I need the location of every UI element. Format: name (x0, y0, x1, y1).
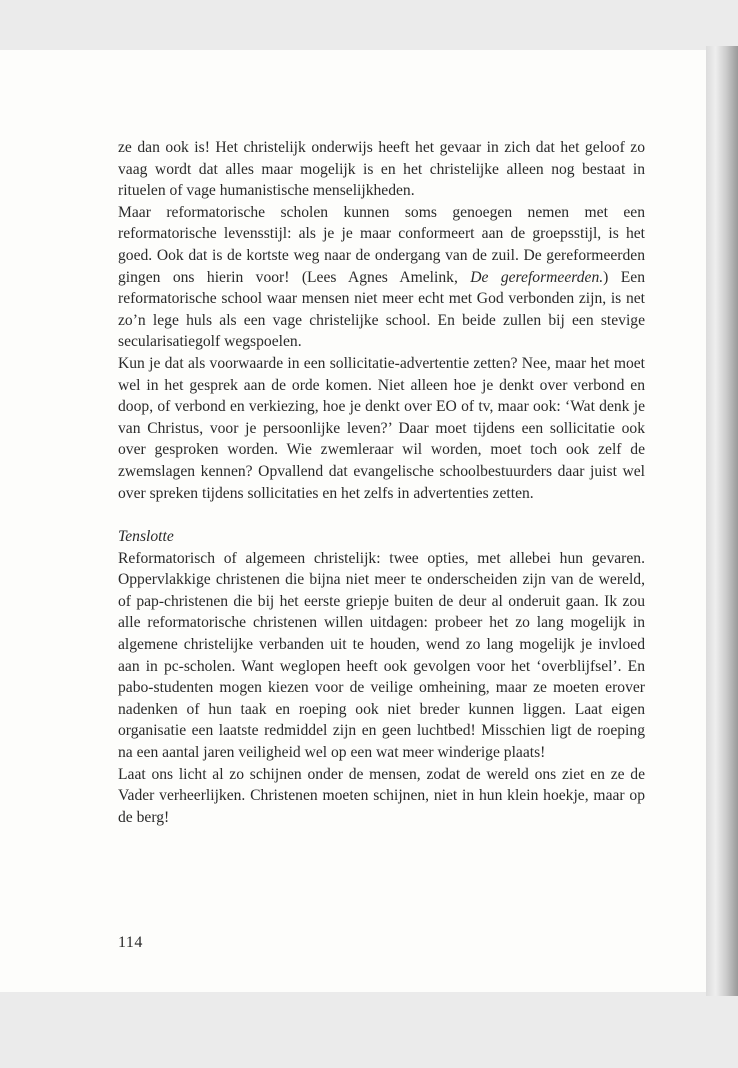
paragraph-1: ze dan ook is! Het christelijk onderwijs heeft het gevaar in zich dat het geloof zo vaag wordt dat alles maar mogelijk is en het christelijke alleen nog bestaat in rituelen of vage humanistische menselijkheden. (118, 139, 645, 200)
body-text (118, 137, 645, 828)
page-number: 114 (118, 934, 143, 951)
section-heading: Tenslotte (118, 528, 174, 546)
paragraph-2-text-before: Maar reformatorische scholen kunnen soms genoegen nemen met een reformatorische levensstijl: als je je maar conformeert aan de groepsstijl, is het goed. Ook dat is de kortste weg naar de ondergang van de zuil. De gereformeerden gingen ons hierin voor! (Lees Agnes Amelink, (118, 203, 645, 286)
paragraph-4: Reformatorisch of algemeen christelijk: twee opties, met allebei hun gevaren. Oppervlakkige christenen die bijna niet meer te onderscheiden zijn van de wereld, of pap-christenen die bij het eerste griepje buiten de deur al onderuit gaan. Ik zou alle reformatorische christenen willen uitdagen: probeer het zo lang mogelijk in algemene christelijke verbanden uit te houden, wend zo lang mogelijk je invloed aan in pc-scholen. Want weglopen heeft ook gevolgen voor het ‘overblijfsel’. En pabo-studenten mogen kiezen voor de veilige omheining, maar ze moeten erover nadenken of hun taak en roeping ook niet breder kunnen liggen. Laat eigen organisatie een laatste redmiddel zijn en geen luchtbed! Misschien ligt de roeping na een aantal jaren veiligheid wel op een wat meer winderige plaats! (118, 549, 645, 762)
paragraph-2 (118, 202, 645, 353)
paragraph-2-text-after: ) Een reformatorische school waar mensen niet meer echt met God verbonden zijn, is net zo’n lege huls als een vage christelijke school. En beide zullen bij een stevige secularisatiegolf wegspoelen. (118, 268, 646, 351)
book-spine-edge (706, 46, 738, 996)
book-title-reference: De gereformeerden. (470, 268, 604, 286)
paragraph-3: Kun je dat als voorwaarde in een sollicitatie-advertentie zetten? Nee, maar het moet wel in het gesprek aan de orde komen. Niet alleen hoe je denkt over verbond en doop, of verbond en verkiezing, hoe je denkt over EO of tv, maar ook: ‘Wat denk je van Christus, voor je persoonlijke leven?’ Daar moet tijdens een sollicitatie ook over gesproken worden. Wie zwemleraar wil worden, moet toch ook zelf de zwemslagen kennen? Opvallend dat evangelische schoolbestuurders daar juist wel over spreken tijdens sollicitaties en het zelfs in advertenties zetten. (118, 354, 645, 502)
paragraph-5: Laat ons licht al zo schijnen onder de mensen, zodat de wereld ons ziet en ze de Vader verheerlijken. Christenen moeten schijnen, niet in hun klein hoekje, maar op de berg! (118, 765, 645, 826)
